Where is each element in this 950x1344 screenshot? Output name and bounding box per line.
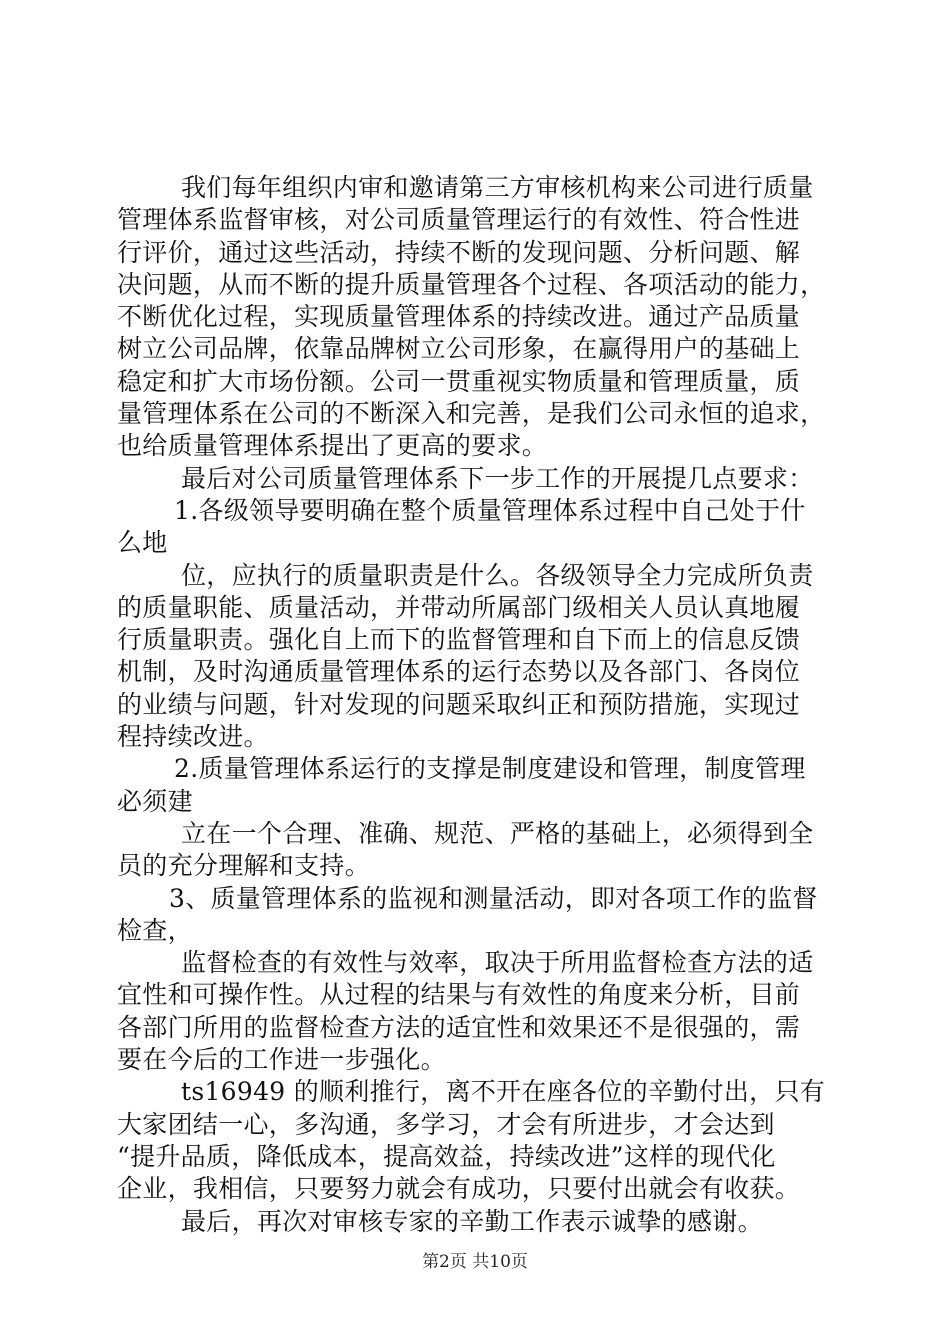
text-line: 最后对公司质量管理体系下一步工作的开展提几点要求：: [181, 463, 814, 493]
text-line: 必须建: [117, 786, 193, 816]
text-line: 的业绩与问题，针对发现的问题采取纠正和预防措施，实现过: [117, 689, 801, 719]
text-line: 树立公司品牌，依靠品牌树立公司形象，在赢得用户的基础上: [117, 334, 801, 364]
text-line: 最后，再次对审核专家的辛勤工作表示诚挚的感谢。: [181, 1206, 763, 1236]
text-line: 1.各级领导要明确在整个质量管理体系过程中自己处于什: [174, 495, 806, 525]
text-line: 2.质量管理体系运行的支撑是制度建设和管理，制度管理: [174, 754, 806, 784]
text-line: 立在一个合理、准确、规范、严格的基础上，必须得到全: [181, 818, 814, 848]
text-line: 管理体系监督审核，对公司质量管理运行的有效性、符合性进: [117, 205, 801, 235]
text-line: 大家团结一心，多沟通，多学习，才会有所进步，才会达到: [117, 1109, 775, 1139]
text-line: 机制，及时沟通质量管理体系的运行态势以及各部门、各岗位: [117, 657, 801, 687]
text-line: 宜性和可操作性。从过程的结果与有效性的角度来分析，目前: [117, 980, 801, 1010]
text-line: 检查，: [117, 915, 193, 945]
text-line: 要在今后的工作进一步强化。: [117, 1045, 446, 1075]
document-body: [117, 172, 833, 1238]
text-line: 的质量职能、质量活动，并带动所属部门级相关人员认真地履: [117, 592, 801, 622]
text-line: 不断优化过程，实现质量管理体系的持续改进。通过产品质量: [117, 302, 801, 332]
text-line: 么地: [117, 528, 168, 558]
text-line: 3、质量管理体系的监视和测量活动，即对各项工作的监督: [169, 883, 818, 913]
text-line: “提升品质，降低成本，提高效益，持续改进”这样的现代化: [117, 1141, 776, 1171]
text-line: 决问题，从而不断的提升质量管理各个过程、各项活动的能力，: [117, 269, 826, 299]
text-line: 我们每年组织内审和邀请第三方审核机构来公司进行质量: [181, 173, 814, 202]
text-line: ts16949 的顺利推行，离不开在座各位的辛勤付出，只有: [181, 1077, 826, 1107]
text-line: 企业，我相信，只要努力就会有成功，只要付出就会有收获。: [117, 1174, 801, 1204]
text-line: 程持续改进。: [117, 722, 269, 752]
text-line: 行质量职责。强化自上而下的监督管理和自下而上的信息反馈: [117, 625, 801, 655]
text-line: 员的充分理解和支持。: [117, 851, 371, 881]
text-line: 稳定和扩大市场份额。公司一贯重视实物质量和管理质量，质: [117, 366, 801, 396]
text-line: 也给质量管理体系提出了更高的要求。: [117, 431, 548, 461]
text-line: 量管理体系在公司的不断深入和完善，是我们公司永恒的追求，: [117, 399, 826, 429]
text-line: 各部门所用的监督检查方法的适宜性和效果还不是很强的，需: [117, 1012, 801, 1042]
text-line: 位，应执行的质量职责是什么。各级领导全力完成所负责: [181, 560, 814, 590]
page-number-footer: 第2页 共10页: [422, 1252, 528, 1272]
text-line: 监督检查的有效性与效率，取决于所用监督检查方法的适: [181, 948, 814, 978]
text-line: 行评价，通过这些活动，持续不断的发现问题、分析问题、解: [117, 237, 801, 267]
